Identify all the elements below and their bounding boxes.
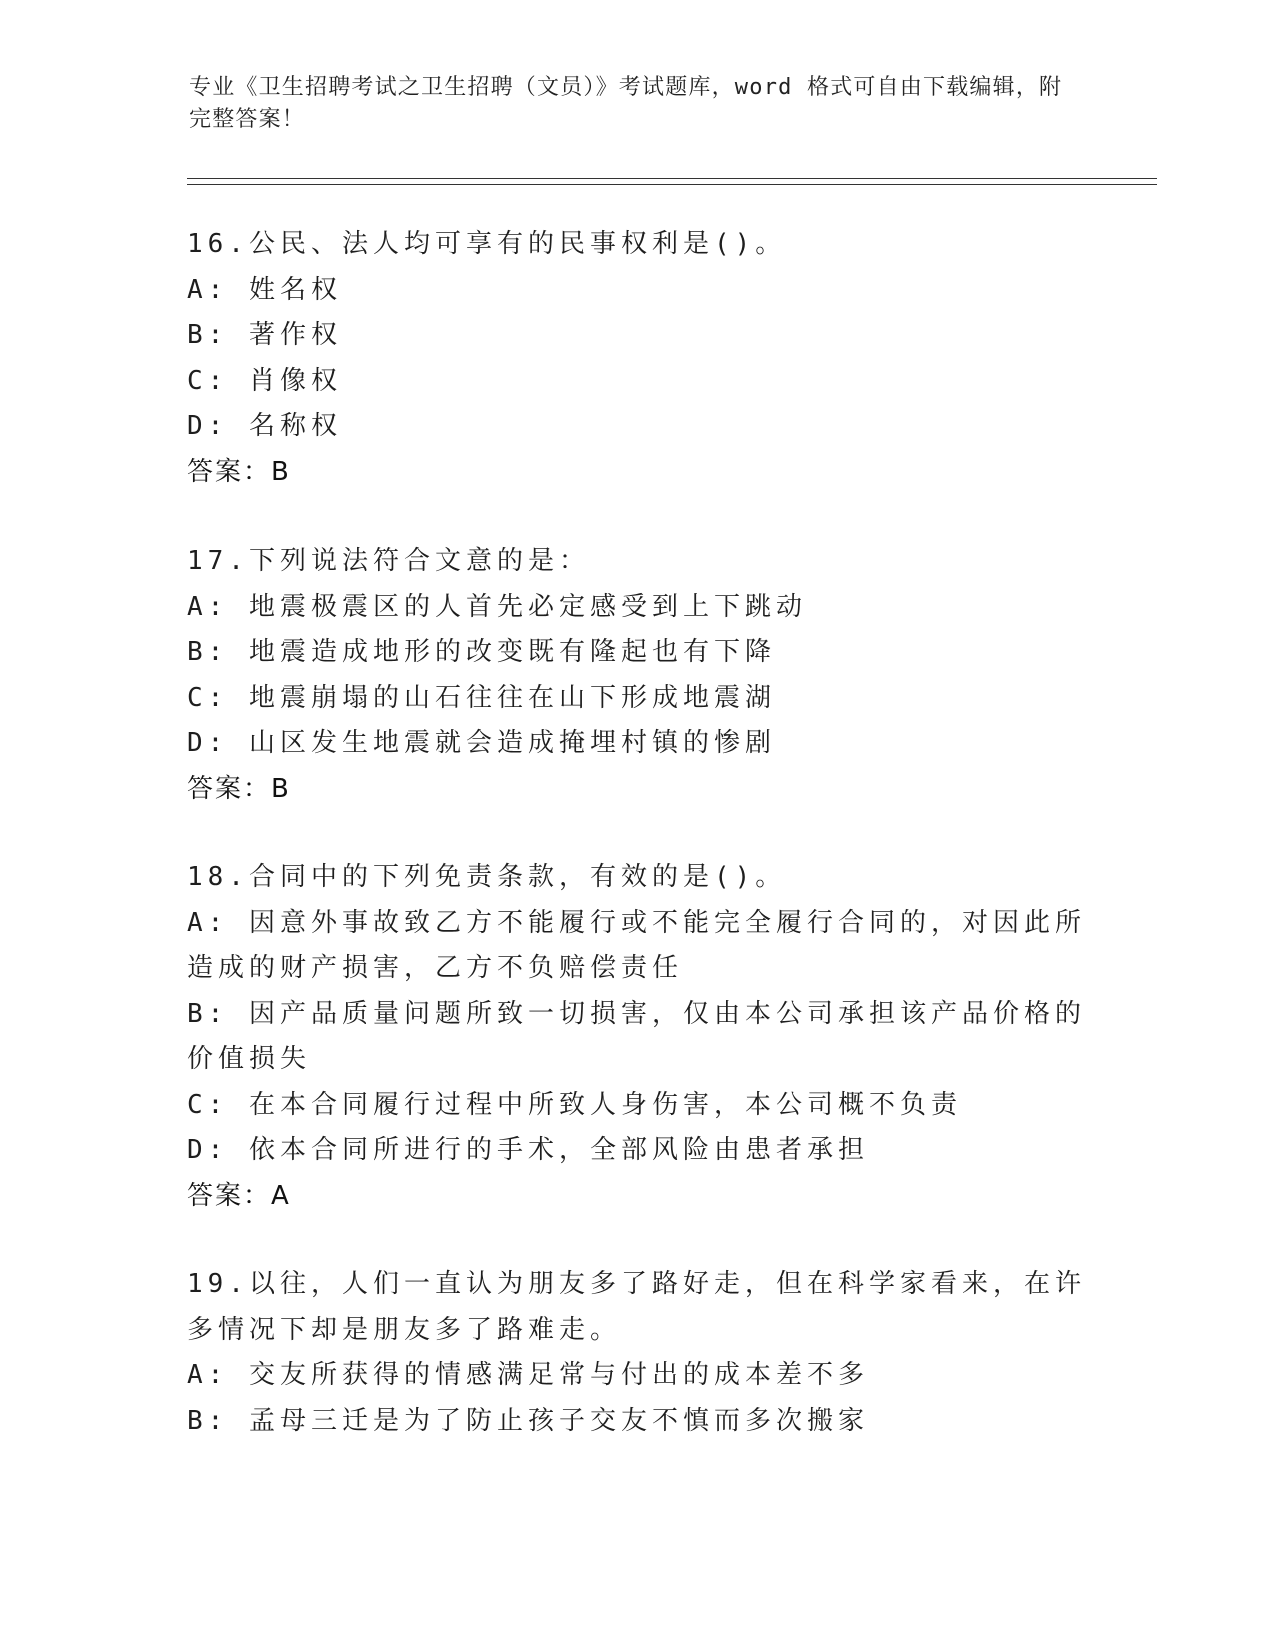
question-19: [187, 1262, 1087, 1444]
question-stem: 17.下列说法符合文意的是：: [187, 546, 590, 576]
answer: 答案：A: [187, 1180, 291, 1211]
option-d: D: 山区发生地震就会造成掩埋村镇的惨剧: [187, 728, 776, 758]
question-17: [187, 539, 1087, 812]
option-a: A: 因意外事故致乙方不能履行或不能完全履行合同的，对因此所造成的财产损害，乙方不负赔偿责任: [187, 907, 1086, 983]
header-description: 专业《卫生招聘考试之卫生招聘（文员）》考试题库，word 格式可自由下载编辑，附完整答案！: [189, 75, 1063, 132]
option-d: D: 名称权: [187, 411, 342, 441]
question-18: [187, 855, 1087, 1219]
option-b: B: 地震造成地形的改变既有隆起也有下降: [187, 637, 776, 667]
option-a: A: 姓名权: [187, 274, 342, 305]
answer: 答案：B: [187, 456, 291, 487]
option-c: C: 地震崩塌的山石往往在山下形成地震湖: [187, 682, 776, 713]
question-16: [187, 222, 1087, 495]
option-d: D: 依本合同所进行的手术，全部风险由患者承担: [187, 1135, 869, 1165]
option-a: A: 地震极震区的人首先必定感受到上下跳动: [187, 591, 807, 622]
answer: 答案：B: [187, 773, 291, 804]
option-c: C: 在本合同履行过程中所致人身伤害，本公司概不负责: [187, 1089, 962, 1120]
option-b: B: 著作权: [187, 320, 342, 350]
option-a: A: 交友所获得的情感满足常与付出的成本差不多: [187, 1360, 869, 1390]
question-stem: 16.公民、法人均可享有的民事权利是()。: [187, 229, 787, 259]
header-divider-top: [187, 178, 1157, 179]
header-divider-bottom: [187, 184, 1157, 185]
question-stem: 18.合同中的下列免责条款，有效的是()。: [187, 862, 787, 892]
question-stem: 19.以往，人们一直认为朋友多了路好走，但在科学家看来，在许多情况下却是朋友多了路难走。: [187, 1269, 1086, 1345]
option-b: B: 孟母三迁是为了防止孩子交友不慎而多次搬家: [187, 1405, 869, 1436]
option-b: B: 因产品质量问题所致一切损害，仅由本公司承担该产品价格的价值损失: [187, 998, 1086, 1074]
option-c: C: 肖像权: [187, 365, 342, 396]
